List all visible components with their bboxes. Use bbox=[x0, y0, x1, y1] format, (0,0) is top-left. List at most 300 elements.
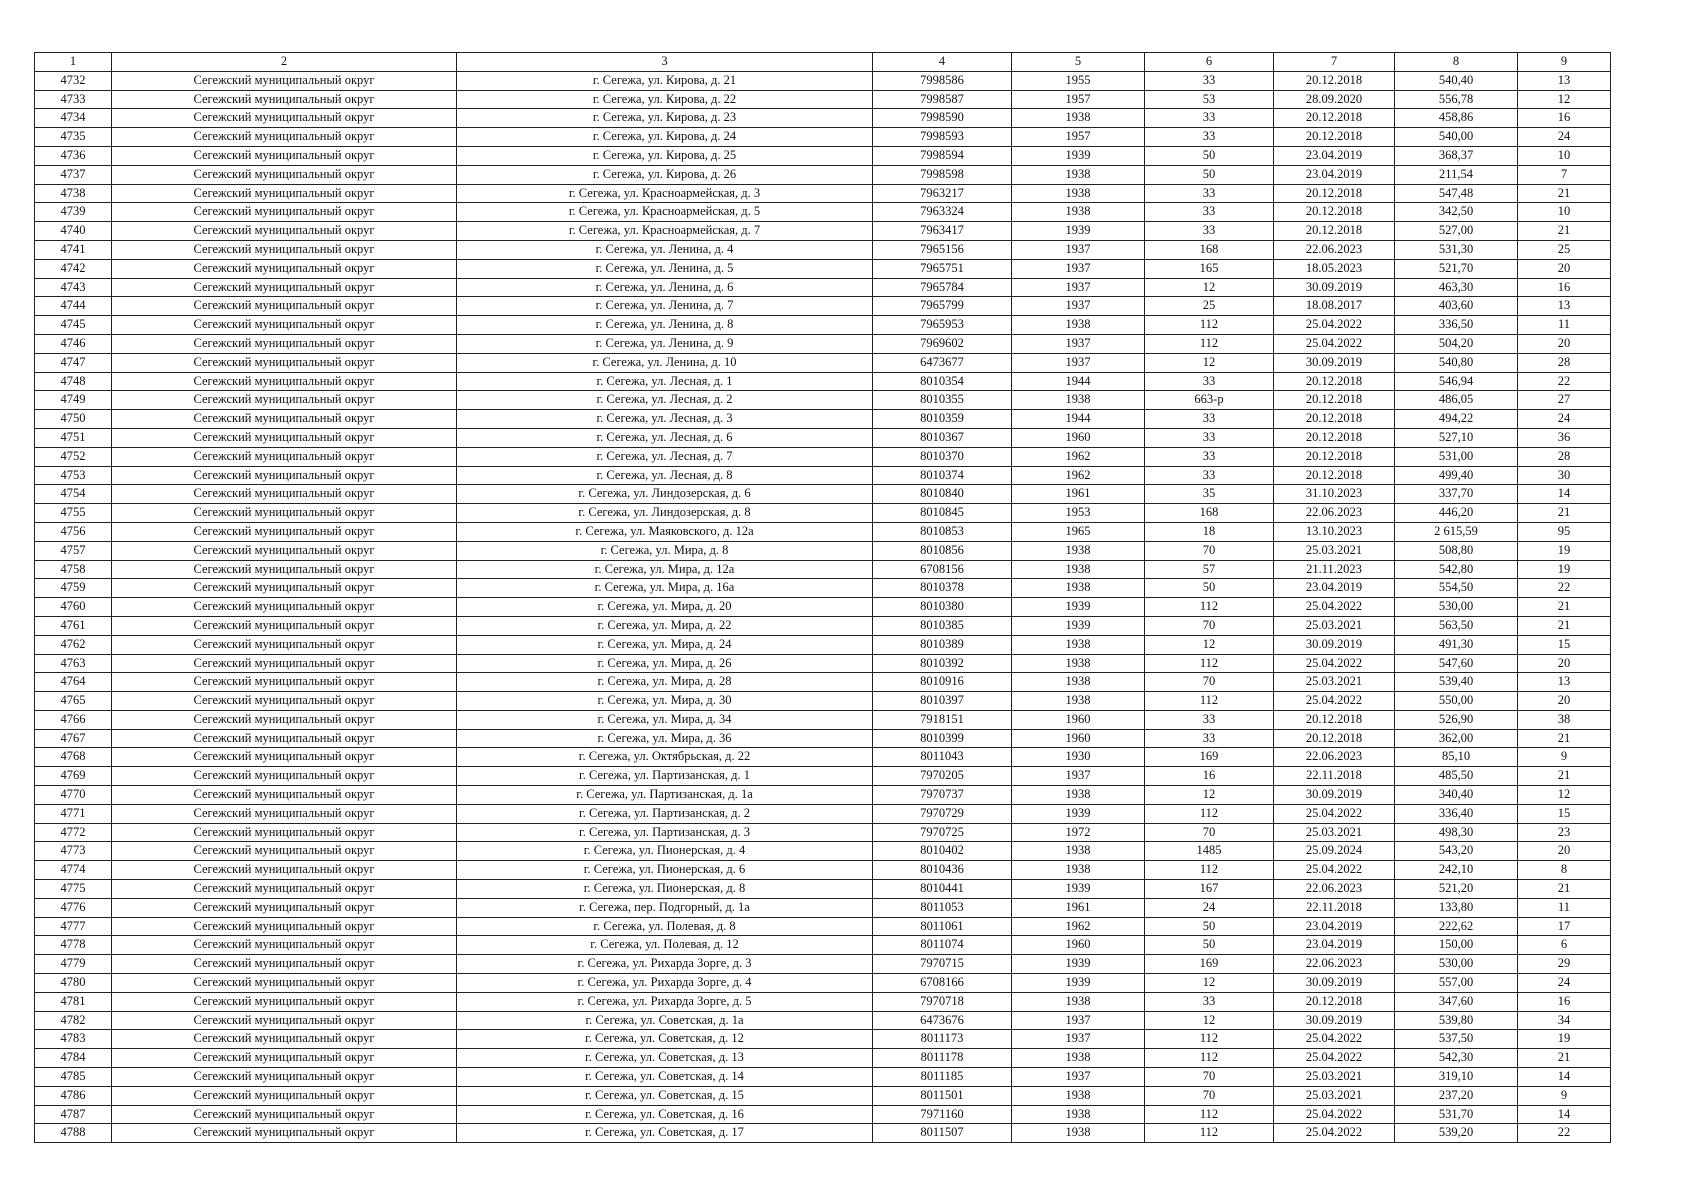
document-number-cell: 18 bbox=[1145, 522, 1274, 541]
document-number-cell: 112 bbox=[1145, 654, 1274, 673]
area-cell: 526,90 bbox=[1395, 710, 1518, 729]
row-number-cell: 4741 bbox=[35, 240, 112, 259]
table-row bbox=[35, 710, 1611, 729]
table-row bbox=[35, 748, 1611, 767]
area-cell: 530,00 bbox=[1395, 598, 1518, 617]
date-cell: 25.03.2021 bbox=[1274, 616, 1395, 635]
document-number-cell: 33 bbox=[1145, 109, 1274, 128]
address-cell: г. Сегежа, ул. Полевая, д. 8 bbox=[457, 917, 873, 936]
code-cell: 7965156 bbox=[873, 240, 1012, 259]
row-number-cell: 4749 bbox=[35, 391, 112, 410]
municipality-cell: Сегежский муниципальный округ bbox=[112, 880, 457, 899]
municipality-cell: Сегежский муниципальный округ bbox=[112, 541, 457, 560]
count-cell: 29 bbox=[1518, 955, 1611, 974]
date-cell: 25.04.2022 bbox=[1274, 316, 1395, 335]
row-number-cell: 4747 bbox=[35, 353, 112, 372]
year-cell: 1937 bbox=[1012, 259, 1145, 278]
date-cell: 25.04.2022 bbox=[1274, 1030, 1395, 1049]
count-cell: 11 bbox=[1518, 316, 1611, 335]
document-number-cell: 112 bbox=[1145, 1030, 1274, 1049]
code-cell: 8010378 bbox=[873, 579, 1012, 598]
address-cell: г. Сегежа, ул. Пионерская, д. 6 bbox=[457, 861, 873, 880]
date-cell: 20.12.2018 bbox=[1274, 184, 1395, 203]
address-cell: г. Сегежа, ул. Партизанская, д. 1 bbox=[457, 767, 873, 786]
date-cell: 20.12.2018 bbox=[1274, 391, 1395, 410]
year-cell: 1937 bbox=[1012, 240, 1145, 259]
date-cell: 20.12.2018 bbox=[1274, 729, 1395, 748]
code-cell: 6473677 bbox=[873, 353, 1012, 372]
table-row bbox=[35, 372, 1611, 391]
area-cell: 337,70 bbox=[1395, 485, 1518, 504]
table-row bbox=[35, 90, 1611, 109]
area-cell: 504,20 bbox=[1395, 334, 1518, 353]
area-cell: 563,50 bbox=[1395, 616, 1518, 635]
code-cell: 8010385 bbox=[873, 616, 1012, 635]
municipality-cell: Сегежский муниципальный округ bbox=[112, 278, 457, 297]
count-cell: 12 bbox=[1518, 786, 1611, 805]
municipality-cell: Сегежский муниципальный округ bbox=[112, 654, 457, 673]
row-number-cell: 4769 bbox=[35, 767, 112, 786]
row-number-cell: 4759 bbox=[35, 579, 112, 598]
municipality-cell: Сегежский муниципальный округ bbox=[112, 504, 457, 523]
code-cell: 7918151 bbox=[873, 710, 1012, 729]
document-number-cell: 33 bbox=[1145, 372, 1274, 391]
code-cell: 8010856 bbox=[873, 541, 1012, 560]
year-cell: 1961 bbox=[1012, 485, 1145, 504]
date-cell: 25.03.2021 bbox=[1274, 673, 1395, 692]
area-cell: 340,40 bbox=[1395, 786, 1518, 805]
row-number-cell: 4742 bbox=[35, 259, 112, 278]
code-cell: 7970729 bbox=[873, 804, 1012, 823]
code-cell: 8010402 bbox=[873, 842, 1012, 861]
count-cell: 22 bbox=[1518, 1124, 1611, 1143]
code-cell: 8010355 bbox=[873, 391, 1012, 410]
municipality-cell: Сегежский муниципальный округ bbox=[112, 222, 457, 241]
address-cell: г. Сегежа, ул. Линдозерская, д. 8 bbox=[457, 504, 873, 523]
address-cell: г. Сегежа, ул. Красноармейская, д. 3 bbox=[457, 184, 873, 203]
table-row bbox=[35, 165, 1611, 184]
area-cell: 494,22 bbox=[1395, 410, 1518, 429]
document-number-cell: 53 bbox=[1145, 90, 1274, 109]
address-cell: г. Сегежа, ул. Лесная, д. 7 bbox=[457, 447, 873, 466]
document-number-cell: 57 bbox=[1145, 560, 1274, 579]
address-cell: г. Сегежа, ул. Линдозерская, д. 6 bbox=[457, 485, 873, 504]
column-number-header: 7 bbox=[1274, 53, 1395, 72]
count-cell: 24 bbox=[1518, 974, 1611, 993]
column-number-header: 4 bbox=[873, 53, 1012, 72]
area-cell: 446,20 bbox=[1395, 504, 1518, 523]
document-number-cell: 33 bbox=[1145, 410, 1274, 429]
area-cell: 485,50 bbox=[1395, 767, 1518, 786]
date-cell: 20.12.2018 bbox=[1274, 710, 1395, 729]
date-cell: 20.12.2018 bbox=[1274, 992, 1395, 1011]
year-cell: 1937 bbox=[1012, 1011, 1145, 1030]
code-cell: 6708156 bbox=[873, 560, 1012, 579]
column-number-header: 5 bbox=[1012, 53, 1145, 72]
year-cell: 1944 bbox=[1012, 410, 1145, 429]
document-number-cell: 33 bbox=[1145, 466, 1274, 485]
date-cell: 20.12.2018 bbox=[1274, 372, 1395, 391]
count-cell: 27 bbox=[1518, 391, 1611, 410]
count-cell: 12 bbox=[1518, 90, 1611, 109]
document-number-cell: 112 bbox=[1145, 1124, 1274, 1143]
area-cell: 336,50 bbox=[1395, 316, 1518, 335]
code-cell: 8010845 bbox=[873, 504, 1012, 523]
document-number-cell: 33 bbox=[1145, 729, 1274, 748]
document-number-cell: 12 bbox=[1145, 974, 1274, 993]
count-cell: 38 bbox=[1518, 710, 1611, 729]
year-cell: 1962 bbox=[1012, 917, 1145, 936]
document-number-cell: 112 bbox=[1145, 692, 1274, 711]
code-cell: 8011061 bbox=[873, 917, 1012, 936]
table-row bbox=[35, 184, 1611, 203]
document-number-cell: 33 bbox=[1145, 184, 1274, 203]
row-number-cell: 4777 bbox=[35, 917, 112, 936]
table-row bbox=[35, 447, 1611, 466]
area-cell: 237,20 bbox=[1395, 1086, 1518, 1105]
row-number-cell: 4755 bbox=[35, 504, 112, 523]
year-cell: 1938 bbox=[1012, 1086, 1145, 1105]
address-cell: г. Сегежа, ул. Мира, д. 34 bbox=[457, 710, 873, 729]
column-number-row bbox=[35, 53, 1611, 72]
date-cell: 25.04.2022 bbox=[1274, 692, 1395, 711]
municipality-cell: Сегежский муниципальный округ bbox=[112, 410, 457, 429]
municipality-cell: Сегежский муниципальный округ bbox=[112, 428, 457, 447]
area-cell: 85,10 bbox=[1395, 748, 1518, 767]
date-cell: 13.10.2023 bbox=[1274, 522, 1395, 541]
document-number-cell: 35 bbox=[1145, 485, 1274, 504]
date-cell: 22.11.2018 bbox=[1274, 767, 1395, 786]
date-cell: 25.04.2022 bbox=[1274, 1049, 1395, 1068]
address-cell: г. Сегежа, ул. Партизанская, д. 1а bbox=[457, 786, 873, 805]
count-cell: 14 bbox=[1518, 485, 1611, 504]
year-cell: 1938 bbox=[1012, 579, 1145, 598]
row-number-cell: 4772 bbox=[35, 823, 112, 842]
area-cell: 554,50 bbox=[1395, 579, 1518, 598]
date-cell: 25.03.2021 bbox=[1274, 1068, 1395, 1087]
count-cell: 36 bbox=[1518, 428, 1611, 447]
municipality-cell: Сегежский муниципальный округ bbox=[112, 992, 457, 1011]
date-cell: 25.04.2022 bbox=[1274, 598, 1395, 617]
row-number-cell: 4787 bbox=[35, 1105, 112, 1124]
table-row bbox=[35, 109, 1611, 128]
date-cell: 25.04.2022 bbox=[1274, 861, 1395, 880]
municipality-cell: Сегежский муниципальный округ bbox=[112, 316, 457, 335]
row-number-cell: 4786 bbox=[35, 1086, 112, 1105]
count-cell: 22 bbox=[1518, 579, 1611, 598]
code-cell: 7970205 bbox=[873, 767, 1012, 786]
year-cell: 1930 bbox=[1012, 748, 1145, 767]
code-cell: 7965953 bbox=[873, 316, 1012, 335]
row-number-cell: 4760 bbox=[35, 598, 112, 617]
date-cell: 20.12.2018 bbox=[1274, 203, 1395, 222]
municipality-cell: Сегежский муниципальный округ bbox=[112, 259, 457, 278]
housing-registry-table bbox=[34, 52, 1611, 1143]
count-cell: 34 bbox=[1518, 1011, 1611, 1030]
municipality-cell: Сегежский муниципальный округ bbox=[112, 823, 457, 842]
code-cell: 8010399 bbox=[873, 729, 1012, 748]
area-cell: 362,00 bbox=[1395, 729, 1518, 748]
year-cell: 1938 bbox=[1012, 316, 1145, 335]
municipality-cell: Сегежский муниципальный округ bbox=[112, 1068, 457, 1087]
area-cell: 2 615,59 bbox=[1395, 522, 1518, 541]
address-cell: г. Сегежа, ул. Советская, д. 16 bbox=[457, 1105, 873, 1124]
area-cell: 531,30 bbox=[1395, 240, 1518, 259]
date-cell: 20.12.2018 bbox=[1274, 128, 1395, 147]
area-cell: 336,40 bbox=[1395, 804, 1518, 823]
document-number-cell: 168 bbox=[1145, 240, 1274, 259]
column-number-header: 6 bbox=[1145, 53, 1274, 72]
code-cell: 8010916 bbox=[873, 673, 1012, 692]
address-cell: г. Сегежа, ул. Мира, д. 28 bbox=[457, 673, 873, 692]
code-cell: 7970725 bbox=[873, 823, 1012, 842]
municipality-cell: Сегежский муниципальный округ bbox=[112, 71, 457, 90]
area-cell: 368,37 bbox=[1395, 146, 1518, 165]
code-cell: 8010389 bbox=[873, 635, 1012, 654]
document-number-cell: 70 bbox=[1145, 616, 1274, 635]
address-cell: г. Сегежа, ул. Советская, д. 15 bbox=[457, 1086, 873, 1105]
municipality-cell: Сегежский муниципальный округ bbox=[112, 240, 457, 259]
address-cell: г. Сегежа, ул. Советская, д. 13 bbox=[457, 1049, 873, 1068]
column-number-header: 8 bbox=[1395, 53, 1518, 72]
area-cell: 133,80 bbox=[1395, 898, 1518, 917]
municipality-cell: Сегежский муниципальный округ bbox=[112, 974, 457, 993]
year-cell: 1961 bbox=[1012, 898, 1145, 917]
date-cell: 22.11.2018 bbox=[1274, 898, 1395, 917]
area-cell: 539,40 bbox=[1395, 673, 1518, 692]
year-cell: 1938 bbox=[1012, 203, 1145, 222]
address-cell: г. Сегежа, ул. Кирова, д. 21 bbox=[457, 71, 873, 90]
table-row bbox=[35, 1030, 1611, 1049]
table-row bbox=[35, 974, 1611, 993]
count-cell: 16 bbox=[1518, 278, 1611, 297]
year-cell: 1938 bbox=[1012, 391, 1145, 410]
count-cell: 10 bbox=[1518, 203, 1611, 222]
count-cell: 23 bbox=[1518, 823, 1611, 842]
address-cell: г. Сегежа, ул. Рихарда Зорге, д. 3 bbox=[457, 955, 873, 974]
document-number-cell: 169 bbox=[1145, 955, 1274, 974]
address-cell: г. Сегежа, ул. Мира, д. 12а bbox=[457, 560, 873, 579]
table-row bbox=[35, 1086, 1611, 1105]
document-number-cell: 50 bbox=[1145, 165, 1274, 184]
date-cell: 22.06.2023 bbox=[1274, 240, 1395, 259]
area-cell: 508,80 bbox=[1395, 541, 1518, 560]
municipality-cell: Сегежский муниципальный округ bbox=[112, 522, 457, 541]
municipality-cell: Сегежский муниципальный округ bbox=[112, 616, 457, 635]
count-cell: 21 bbox=[1518, 598, 1611, 617]
code-cell: 7970737 bbox=[873, 786, 1012, 805]
date-cell: 20.12.2018 bbox=[1274, 428, 1395, 447]
table-row bbox=[35, 203, 1611, 222]
municipality-cell: Сегежский муниципальный округ bbox=[112, 1049, 457, 1068]
table-row bbox=[35, 1105, 1611, 1124]
date-cell: 20.12.2018 bbox=[1274, 410, 1395, 429]
code-cell: 8010392 bbox=[873, 654, 1012, 673]
address-cell: г. Сегежа, ул. Мира, д. 22 bbox=[457, 616, 873, 635]
row-number-cell: 4765 bbox=[35, 692, 112, 711]
table-row bbox=[35, 616, 1611, 635]
year-cell: 1939 bbox=[1012, 146, 1145, 165]
code-cell: 7965751 bbox=[873, 259, 1012, 278]
municipality-cell: Сегежский муниципальный округ bbox=[112, 729, 457, 748]
table-row bbox=[35, 767, 1611, 786]
row-number-cell: 4754 bbox=[35, 485, 112, 504]
row-number-cell: 4779 bbox=[35, 955, 112, 974]
code-cell: 8010853 bbox=[873, 522, 1012, 541]
area-cell: 537,50 bbox=[1395, 1030, 1518, 1049]
year-cell: 1960 bbox=[1012, 428, 1145, 447]
address-cell: г. Сегежа, ул. Маяковского, д. 12а bbox=[457, 522, 873, 541]
count-cell: 28 bbox=[1518, 353, 1611, 372]
municipality-cell: Сегежский муниципальный округ bbox=[112, 692, 457, 711]
date-cell: 21.11.2023 bbox=[1274, 560, 1395, 579]
date-cell: 25.04.2022 bbox=[1274, 334, 1395, 353]
document-number-cell: 50 bbox=[1145, 917, 1274, 936]
date-cell: 30.09.2019 bbox=[1274, 635, 1395, 654]
row-number-cell: 4780 bbox=[35, 974, 112, 993]
row-number-cell: 4763 bbox=[35, 654, 112, 673]
document-number-cell: 33 bbox=[1145, 71, 1274, 90]
area-cell: 319,10 bbox=[1395, 1068, 1518, 1087]
municipality-cell: Сегежский муниципальный округ bbox=[112, 203, 457, 222]
table-row bbox=[35, 128, 1611, 147]
count-cell: 16 bbox=[1518, 109, 1611, 128]
row-number-cell: 4745 bbox=[35, 316, 112, 335]
document-number-cell: 33 bbox=[1145, 128, 1274, 147]
row-number-cell: 4770 bbox=[35, 786, 112, 805]
year-cell: 1938 bbox=[1012, 861, 1145, 880]
area-cell: 150,00 bbox=[1395, 936, 1518, 955]
code-cell: 8011074 bbox=[873, 936, 1012, 955]
code-cell: 8011501 bbox=[873, 1086, 1012, 1105]
table-row bbox=[35, 428, 1611, 447]
count-cell: 20 bbox=[1518, 842, 1611, 861]
date-cell: 31.10.2023 bbox=[1274, 485, 1395, 504]
address-cell: г. Сегежа, ул. Красноармейская, д. 5 bbox=[457, 203, 873, 222]
area-cell: 530,00 bbox=[1395, 955, 1518, 974]
address-cell: г. Сегежа, ул. Пионерская, д. 4 bbox=[457, 842, 873, 861]
address-cell: г. Сегежа, ул. Лесная, д. 8 bbox=[457, 466, 873, 485]
area-cell: 547,60 bbox=[1395, 654, 1518, 673]
row-number-cell: 4753 bbox=[35, 466, 112, 485]
area-cell: 521,20 bbox=[1395, 880, 1518, 899]
code-cell: 8010354 bbox=[873, 372, 1012, 391]
count-cell: 21 bbox=[1518, 880, 1611, 899]
date-cell: 22.06.2023 bbox=[1274, 748, 1395, 767]
row-number-cell: 4748 bbox=[35, 372, 112, 391]
row-number-cell: 4785 bbox=[35, 1068, 112, 1087]
year-cell: 1938 bbox=[1012, 541, 1145, 560]
row-number-cell: 4766 bbox=[35, 710, 112, 729]
area-cell: 403,60 bbox=[1395, 297, 1518, 316]
address-cell: г. Сегежа, ул. Рихарда Зорге, д. 4 bbox=[457, 974, 873, 993]
municipality-cell: Сегежский муниципальный округ bbox=[112, 447, 457, 466]
count-cell: 21 bbox=[1518, 767, 1611, 786]
document-number-cell: 70 bbox=[1145, 1086, 1274, 1105]
table-row bbox=[35, 1124, 1611, 1143]
count-cell: 19 bbox=[1518, 541, 1611, 560]
date-cell: 20.12.2018 bbox=[1274, 109, 1395, 128]
municipality-cell: Сегежский муниципальный округ bbox=[112, 1030, 457, 1049]
date-cell: 20.12.2018 bbox=[1274, 71, 1395, 90]
address-cell: г. Сегежа, ул. Кирова, д. 23 bbox=[457, 109, 873, 128]
date-cell: 25.04.2022 bbox=[1274, 804, 1395, 823]
municipality-cell: Сегежский муниципальный округ bbox=[112, 861, 457, 880]
document-number-cell: 33 bbox=[1145, 203, 1274, 222]
code-cell: 8010367 bbox=[873, 428, 1012, 447]
municipality-cell: Сегежский муниципальный округ bbox=[112, 804, 457, 823]
area-cell: 491,30 bbox=[1395, 635, 1518, 654]
row-number-cell: 4733 bbox=[35, 90, 112, 109]
row-number-cell: 4774 bbox=[35, 861, 112, 880]
document-number-cell: 70 bbox=[1145, 1068, 1274, 1087]
count-cell: 6 bbox=[1518, 936, 1611, 955]
count-cell: 21 bbox=[1518, 616, 1611, 635]
table-row bbox=[35, 579, 1611, 598]
table-row bbox=[35, 692, 1611, 711]
area-cell: 542,80 bbox=[1395, 560, 1518, 579]
table-row bbox=[35, 297, 1611, 316]
row-number-cell: 4771 bbox=[35, 804, 112, 823]
area-cell: 540,40 bbox=[1395, 71, 1518, 90]
count-cell: 22 bbox=[1518, 372, 1611, 391]
area-cell: 542,30 bbox=[1395, 1049, 1518, 1068]
row-number-cell: 4746 bbox=[35, 334, 112, 353]
area-cell: 547,48 bbox=[1395, 184, 1518, 203]
address-cell: г. Сегежа, ул. Октябрьская, д. 22 bbox=[457, 748, 873, 767]
address-cell: г. Сегежа, ул. Лесная, д. 3 bbox=[457, 410, 873, 429]
date-cell: 30.09.2019 bbox=[1274, 1011, 1395, 1030]
row-number-cell: 4773 bbox=[35, 842, 112, 861]
municipality-cell: Сегежский муниципальный округ bbox=[112, 1011, 457, 1030]
row-number-cell: 4762 bbox=[35, 635, 112, 654]
date-cell: 25.03.2021 bbox=[1274, 823, 1395, 842]
year-cell: 1944 bbox=[1012, 372, 1145, 391]
row-number-cell: 4761 bbox=[35, 616, 112, 635]
address-cell: г. Сегежа, ул. Мира, д. 20 bbox=[457, 598, 873, 617]
code-cell: 7969602 bbox=[873, 334, 1012, 353]
code-cell: 8011178 bbox=[873, 1049, 1012, 1068]
row-number-cell: 4735 bbox=[35, 128, 112, 147]
row-number-cell: 4767 bbox=[35, 729, 112, 748]
municipality-cell: Сегежский муниципальный округ bbox=[112, 1086, 457, 1105]
code-cell: 8010380 bbox=[873, 598, 1012, 617]
row-number-cell: 4784 bbox=[35, 1049, 112, 1068]
area-cell: 531,70 bbox=[1395, 1105, 1518, 1124]
municipality-cell: Сегежский муниципальный округ bbox=[112, 748, 457, 767]
document-number-cell: 663-р bbox=[1145, 391, 1274, 410]
document-number-cell: 33 bbox=[1145, 222, 1274, 241]
count-cell: 9 bbox=[1518, 1086, 1611, 1105]
code-cell: 8010374 bbox=[873, 466, 1012, 485]
area-cell: 499,40 bbox=[1395, 466, 1518, 485]
code-cell: 8010397 bbox=[873, 692, 1012, 711]
code-cell: 8011043 bbox=[873, 748, 1012, 767]
area-cell: 486,05 bbox=[1395, 391, 1518, 410]
document-number-cell: 168 bbox=[1145, 504, 1274, 523]
municipality-cell: Сегежский муниципальный округ bbox=[112, 372, 457, 391]
date-cell: 23.04.2019 bbox=[1274, 917, 1395, 936]
document-number-cell: 112 bbox=[1145, 1049, 1274, 1068]
address-cell: г. Сегежа, ул. Партизанская, д. 3 bbox=[457, 823, 873, 842]
table-row bbox=[35, 466, 1611, 485]
row-number-cell: 4752 bbox=[35, 447, 112, 466]
year-cell: 1938 bbox=[1012, 786, 1145, 805]
date-cell: 20.12.2018 bbox=[1274, 447, 1395, 466]
area-cell: 540,80 bbox=[1395, 353, 1518, 372]
document-number-cell: 33 bbox=[1145, 992, 1274, 1011]
column-number-header: 1 bbox=[35, 53, 112, 72]
